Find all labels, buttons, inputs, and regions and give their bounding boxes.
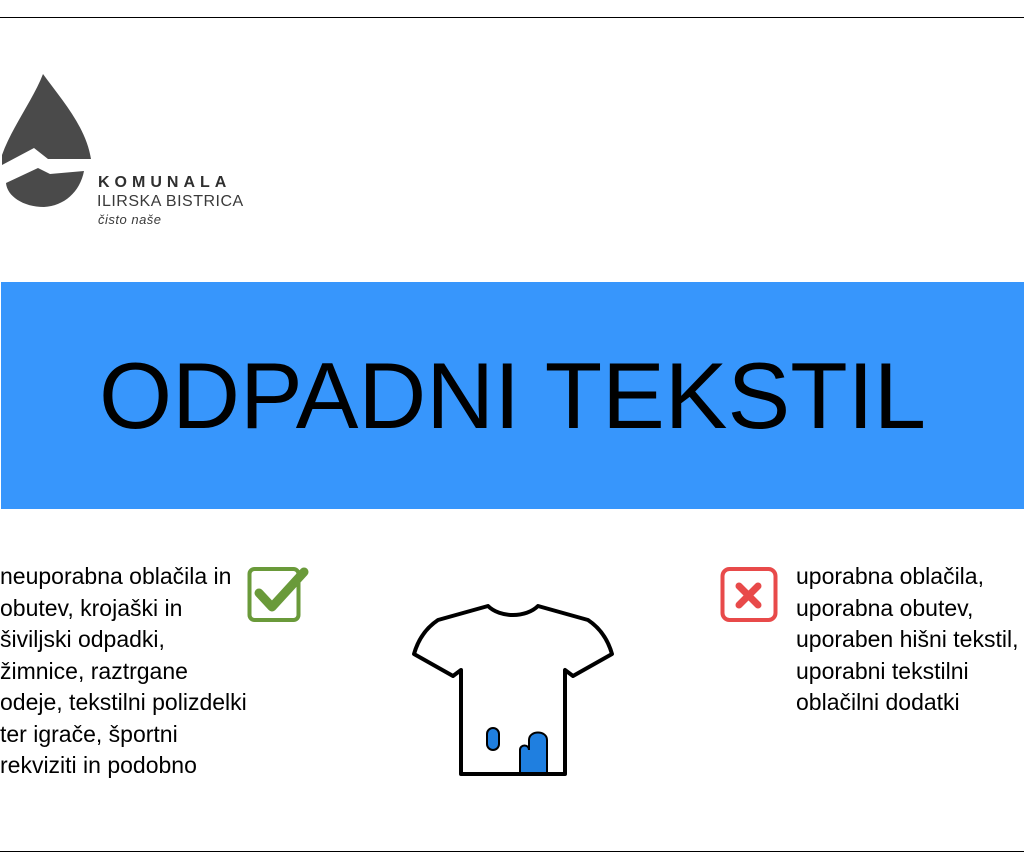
page-title: ODPADNI TEKSTIL [98, 342, 927, 448]
brand-name: KOMUNALA [98, 174, 232, 191]
not-allowed-items-text: uporabna oblačila, uporabna obutev, uporaben hišni tekstil, uporabni tekstilni oblačilni dodatki [796, 563, 1019, 715]
bottom-divider [0, 851, 1024, 852]
allowed-items-text: neuporabna oblačila in obutev, krojaški in šiviljski odpadki, žimnice, raztrgane odeje, tekstilni polizdelki ter igrače, športni rekviziti in podobno [0, 563, 247, 778]
komunala-drop-logo [0, 72, 95, 212]
brand-slogan: čisto naše [98, 212, 162, 227]
checkmark-icon [247, 566, 309, 624]
brand-place: ILIRSKA BISTRICA [97, 193, 244, 210]
title-banner [1, 282, 1024, 509]
cross-icon [720, 566, 780, 624]
tshirt-icon [408, 598, 618, 780]
top-divider [0, 17, 1024, 18]
